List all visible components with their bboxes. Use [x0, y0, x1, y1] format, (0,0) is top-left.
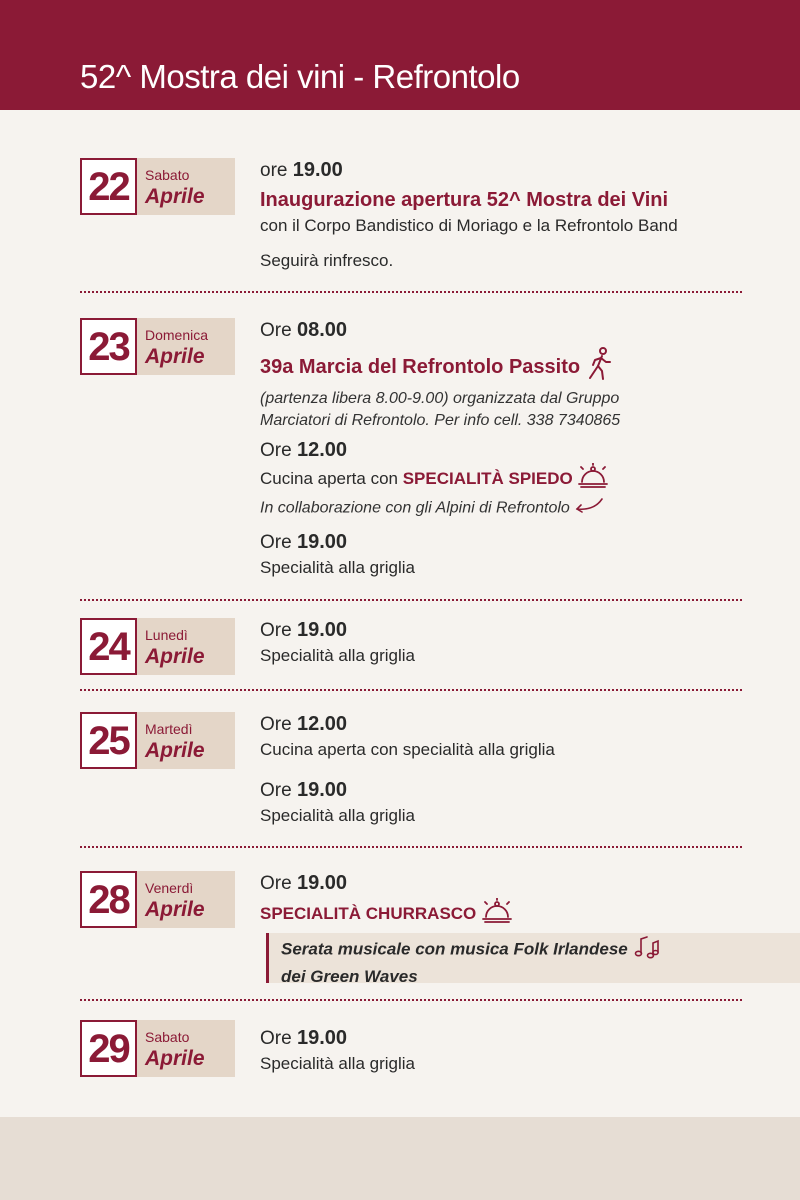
event-time: Ore 19.00 [260, 1027, 348, 1049]
event-highlight: SPECIALITÀ SPIEDO [402, 468, 573, 488]
event-note: In collaborazione con gli Alpini di Refrontolo [260, 496, 740, 521]
event [260, 712, 740, 762]
divider [80, 999, 742, 1001]
serving-cloche-icon [577, 463, 609, 496]
event [260, 530, 740, 580]
date-badge [80, 318, 235, 375]
event-time: Ore 19.00 [260, 779, 348, 801]
event-description: (partenza libera 8.00-9.00) organizzata dal Gruppo [260, 390, 620, 407]
date-badge [80, 158, 235, 215]
weekday-label: Martedì [145, 721, 193, 737]
date-badge [80, 618, 235, 675]
event-description [260, 898, 740, 931]
date-number: 29 [80, 1020, 137, 1077]
event [260, 158, 740, 273]
weekday-label: Domenica [145, 327, 209, 343]
date-badge [80, 1020, 235, 1077]
weekday-label: Sabato [145, 167, 190, 183]
serving-cloche-icon [481, 898, 513, 931]
event [260, 1026, 740, 1076]
divider [80, 846, 742, 848]
event-time: Ore 12.00 [260, 713, 348, 735]
music-event-text: Serata musicale con musica Folk Irlandese dei Green Waves [281, 935, 659, 988]
event [260, 778, 740, 828]
date-number: 24 [80, 618, 137, 675]
month-label: Aprile [145, 739, 205, 762]
month-label: Aprile [145, 1047, 205, 1070]
month-label: Aprile [145, 345, 205, 368]
event-description: Specialità alla griglia [260, 806, 415, 825]
weekday-label: Venerdì [145, 880, 194, 896]
event [260, 618, 740, 668]
month-label: Aprile [145, 898, 205, 921]
music-event-band [266, 933, 800, 986]
event-description: Marciatori di Refrontolo. Per info cell. 338 7340865 [260, 412, 621, 429]
event-time: ore 19.00 [260, 159, 343, 181]
event [260, 871, 740, 931]
divider [80, 599, 742, 601]
month-label: Aprile [145, 645, 205, 668]
divider [80, 291, 742, 293]
event-description: Specialità alla griglia [260, 646, 415, 665]
month-label: Aprile [145, 185, 205, 208]
event-time: Ore 19.00 [260, 619, 348, 641]
event-description: con il Corpo Bandistico di Moriago e la Refrontolo Band [260, 216, 678, 235]
header-bar [0, 0, 800, 110]
footer-band [0, 1117, 800, 1200]
event-highlight: SPECIALITÀ CHURRASCO [260, 903, 477, 923]
event-title: Inaugurazione apertura 52^ Mostra dei Vini [260, 189, 669, 211]
event-description: Specialità alla griglia [260, 558, 415, 577]
event-description: Cucina aperta con SPECIALITÀ SPIEDO [260, 463, 740, 496]
curved-arrow-icon [574, 496, 604, 521]
event [260, 438, 740, 521]
event-note: Seguirà rinfresco. [260, 251, 394, 270]
date-badge [80, 712, 235, 769]
date-number: 28 [80, 871, 137, 928]
page-title: 52^ Mostra dei vini - Refrontolo [80, 58, 520, 95]
weekday-label: Lunedì [145, 627, 188, 643]
event-description: Specialità alla griglia [260, 1054, 415, 1073]
event-description: Cucina aperta con specialità alla griglia [260, 740, 555, 759]
music-notes-icon [633, 935, 659, 965]
date-number: 25 [80, 712, 137, 769]
event-time: Ore 19.00 [260, 872, 348, 894]
date-badge [80, 871, 235, 928]
event-title: 39a Marcia del Refrontolo Passito [260, 347, 740, 388]
event-time: Ore 19.00 [260, 531, 348, 553]
event [260, 318, 740, 432]
walking-person-icon [586, 347, 614, 388]
event-time: Ore 08.00 [260, 319, 348, 341]
date-number: 23 [80, 318, 137, 375]
weekday-label: Sabato [145, 1029, 190, 1045]
divider [80, 689, 742, 691]
event-time: Ore 12.00 [260, 439, 348, 461]
date-number: 22 [80, 158, 137, 215]
